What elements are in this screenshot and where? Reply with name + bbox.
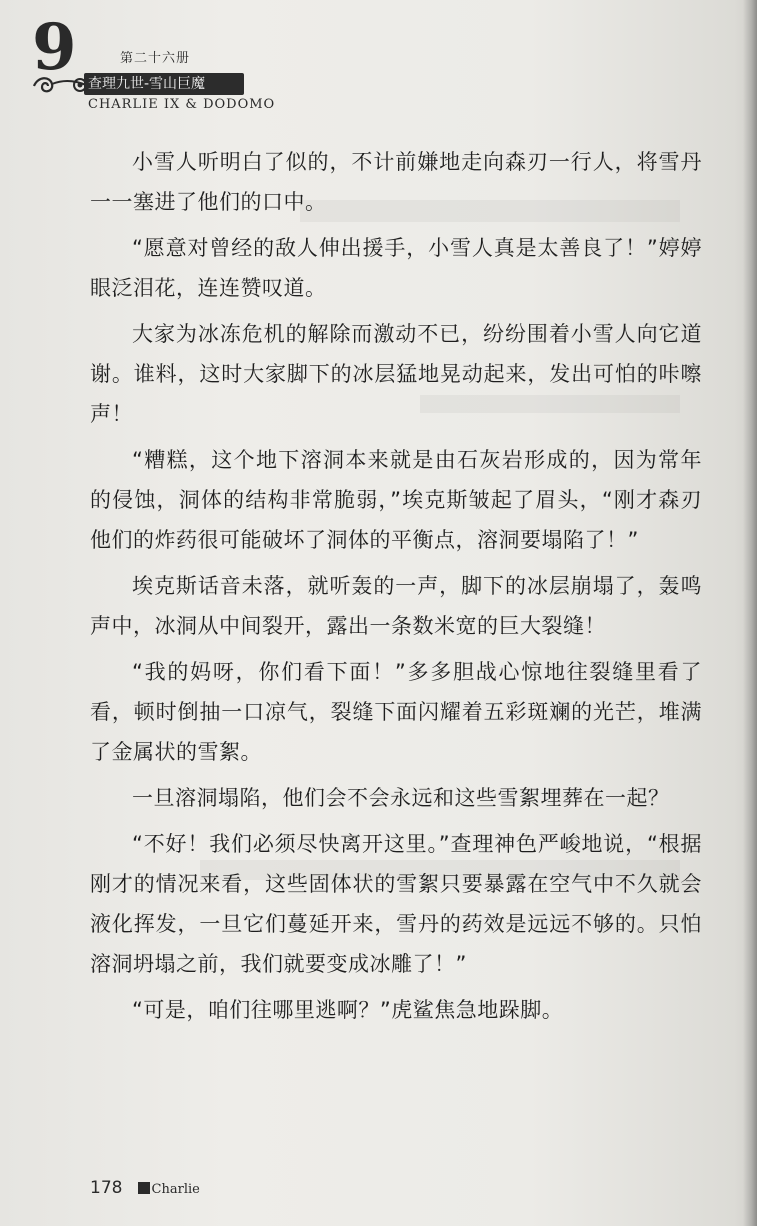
brand-badge-icon [138, 1182, 150, 1194]
paragraph: “糟糕，这个地下溶洞本来就是由石灰岩形成的，因为常年的侵蚀，洞体的结构非常脆弱，”埃克斯皱起了眉头，“刚才森刃他们的炸药很可能破坏了洞体的平衡点，溶洞要塌陷了！” [90, 448, 702, 552]
paragraph: “可是，咱们往哪里逃啊？”虎鲨焦急地跺脚。 [132, 998, 564, 1022]
body-text [90, 142, 702, 1036]
book-title: 查理九世-雪山巨魔 [88, 76, 206, 92]
paragraph: 小雪人听明白了似的，不计前嫌地走向森刃一行人，将雪丹一一塞进了他们的口中。 [90, 150, 702, 214]
running-header [22, 10, 322, 118]
paragraph: 一旦溶洞塌陷，他们会不会永远和这些雪絮埋葬在一起？ [132, 786, 670, 810]
paragraph: 埃克斯话音未落，就听轰的一声，脚下的冰层崩塌了，轰鸣声中，冰洞从中间裂开，露出一条数米宽的巨大裂缝！ [90, 574, 702, 638]
paragraph: “不好！我们必须尽快离开这里。”查理神色严峻地说，“根据刚才的情况来看，这些固体状的雪絮只要暴露在空气中不久就会液化挥发，一旦它们蔓延开来，雪丹的药效是远远不够的。只怕溶洞坍塌之前，我们就要变成冰雕了！” [90, 832, 702, 976]
volume-label: 第二十六册 [120, 51, 191, 66]
page-footer [90, 1178, 200, 1198]
english-title: CHARLIE IX & DODOMO [88, 97, 276, 112]
paragraph: “我的妈呀，你们看下面！”多多胆战心惊地往裂缝里看了看，顿时倒抽一口凉气，裂缝下面闪耀着五彩斑斓的光芒，堆满了金属状的雪絮。 [90, 660, 702, 764]
chapter-number: 9 [32, 10, 77, 85]
paragraph: “愿意对曾经的敌人伸出援手，小雪人真是太善良了！”婷婷眼泛泪花，连连赞叹道。 [90, 236, 702, 300]
footer-brand-text: Charlie [151, 1182, 200, 1197]
page-edge-shadow [743, 0, 757, 1226]
ornament-swirl-icon [28, 70, 92, 100]
paragraph: 大家为冰冻危机的解除而激动不已，纷纷围着小雪人向它道谢。谁料，这时大家脚下的冰层猛地晃动起来，发出可怕的咔嚓声！ [90, 322, 702, 426]
footer-brand [138, 1182, 200, 1197]
page-number: 178 [90, 1178, 123, 1198]
